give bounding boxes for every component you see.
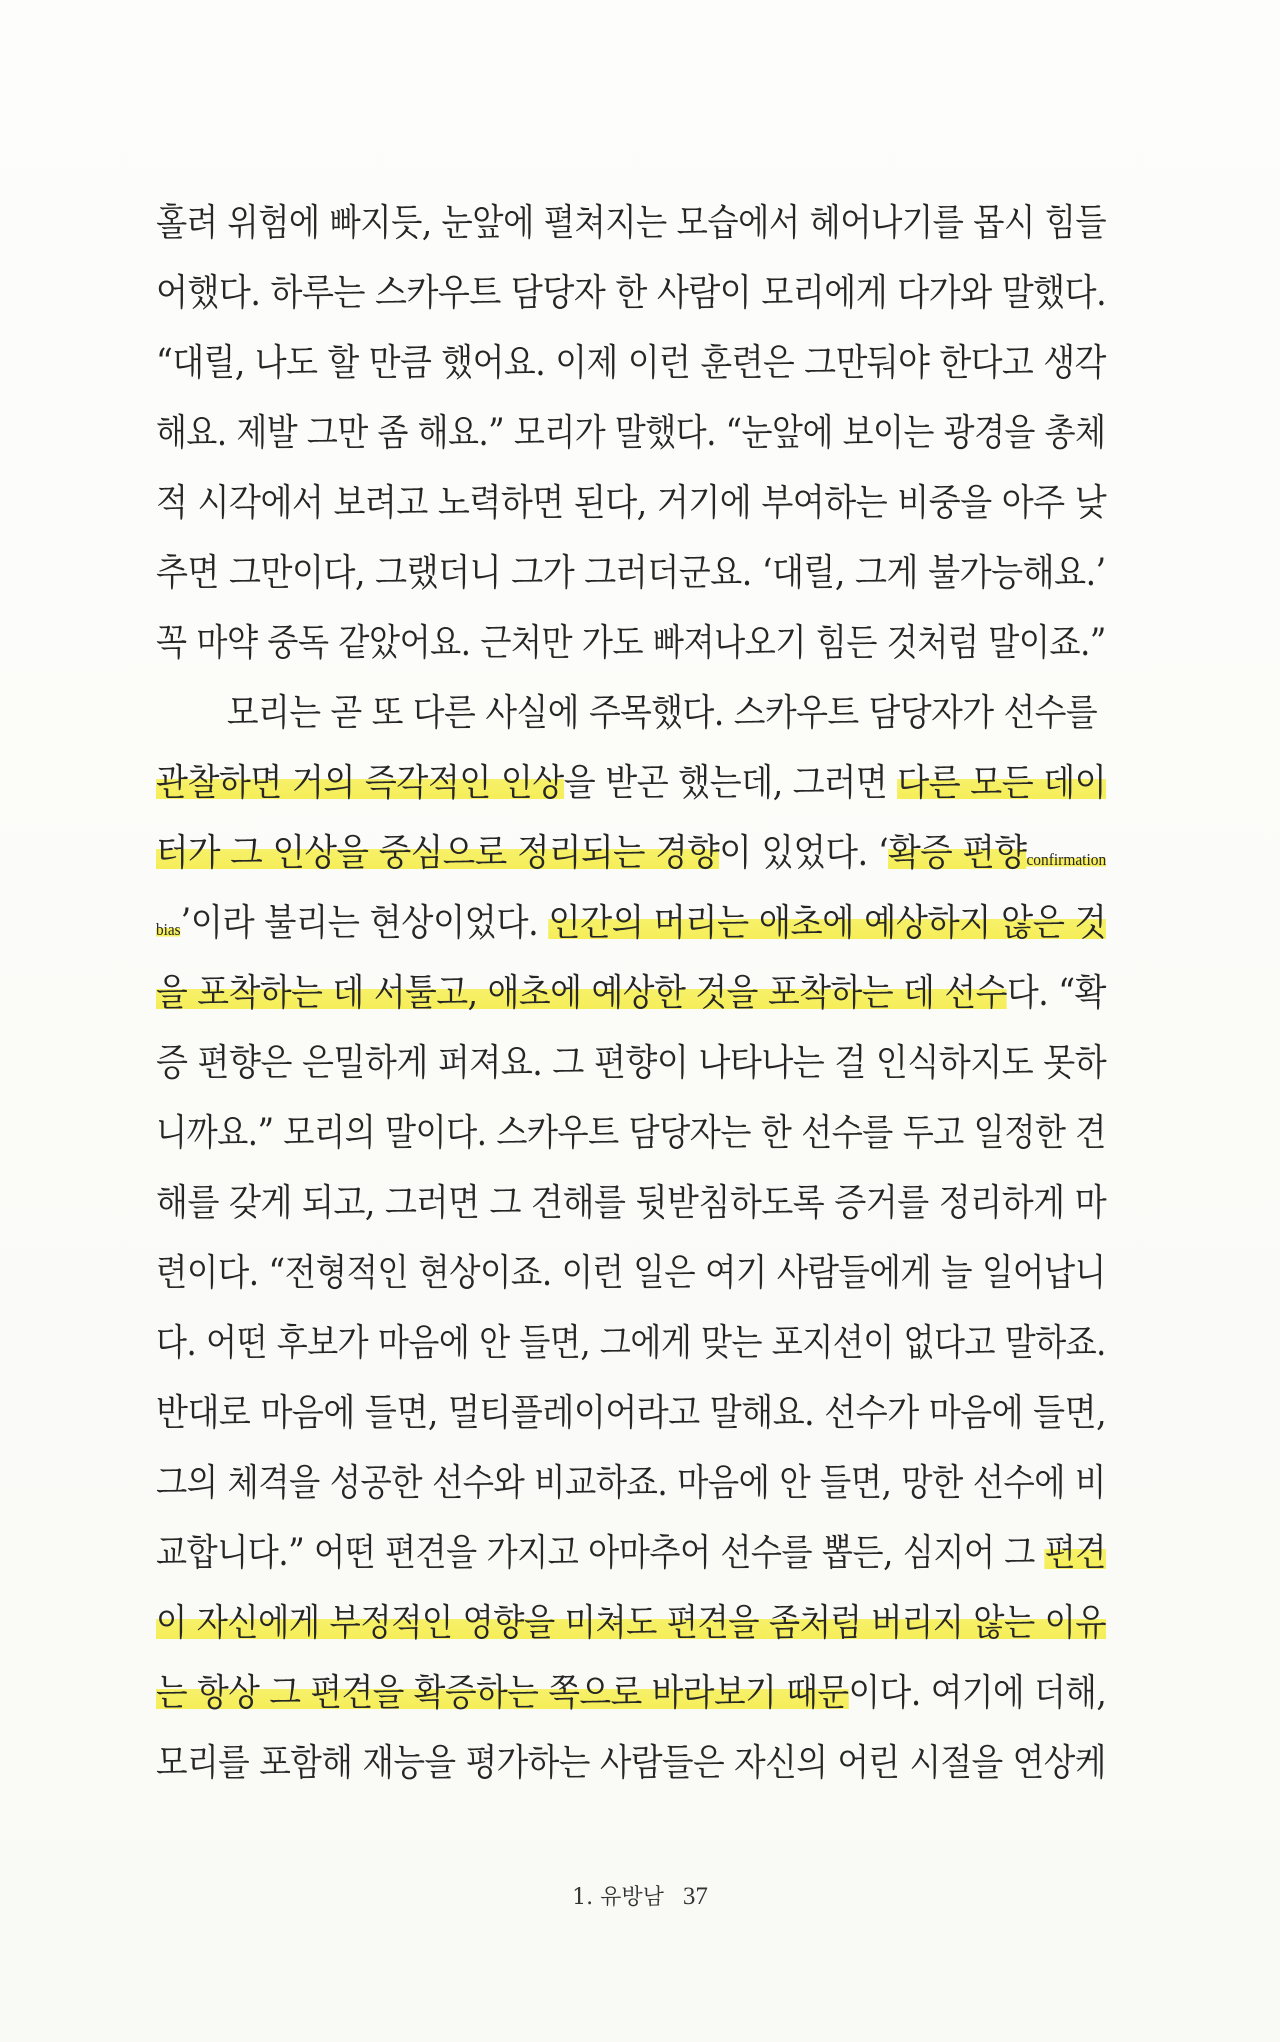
text-line <box>156 398 1106 468</box>
text-line <box>156 678 1098 748</box>
text-line <box>156 328 1106 398</box>
text-segment: 을 받곤 했는데, 그러면 <box>563 761 898 804</box>
text-segment: 련이다. “전형적인 현상이죠. 이런 일은 여기 사람들에게 늘 일어납니 <box>156 1251 1106 1294</box>
text-line <box>156 1238 1106 1308</box>
text-segment: 해요. 제발 그만 좀 해요.” 모리가 말했다. “눈앞에 보이는 광경을 총체 <box>156 411 1106 454</box>
text-segment: 적 시각에서 보려고 노력하면 된다, 거기에 부여하는 비중을 아주 낮 <box>156 481 1107 524</box>
text-segment: 홀려 위험에 빠지듯, 눈앞에 펼쳐지는 모습에서 헤어나기를 몹시 힘들 <box>156 201 1107 244</box>
text-line <box>156 1308 1106 1378</box>
text-line <box>156 1378 1107 1448</box>
text-line <box>156 1588 1107 1658</box>
text-line <box>156 1168 1107 1238</box>
text-segment: ’이라 불리는 현상이었다. <box>180 901 549 944</box>
text-segment: 그의 체격을 성공한 선수와 비교하죠. 마음에 안 들면, 망한 선수에 비 <box>156 1461 1106 1504</box>
text-line <box>156 1658 1107 1728</box>
highlighted-text: confirmation <box>1026 850 1107 869</box>
highlighted-text: 터가 그 인상을 중심으로 정리되는 경향 <box>156 831 720 874</box>
text-line <box>156 1728 1106 1798</box>
text-segment: 어했다. 하루는 스카우트 담당자 한 사람이 모리에게 다가와 말했다. <box>156 271 1107 314</box>
text-segment: 모리는 곧 또 다른 사실에 주목했다. 스카우트 담당자가 선수를 <box>226 691 1098 734</box>
text-segment: 교합니다.” 어떤 편견을 가지고 아마추어 선수를 뽑든, 심지어 그 <box>156 1531 1045 1574</box>
text-line <box>156 538 1106 608</box>
text-segment: 이다. 여기에 더해, <box>848 1671 1107 1714</box>
text-segment: 해를 갖게 되고, 그러면 그 견해를 뒷받침하도록 증거를 정리하게 마 <box>156 1181 1107 1224</box>
text-segment: 다. 어떤 후보가 마음에 안 들면, 그에게 맞는 포지션이 없다고 말하죠. <box>156 1321 1106 1364</box>
text-segment: 니까요.” 모리의 말이다. 스카우트 담당자는 한 선수를 두고 일정한 견 <box>156 1111 1106 1154</box>
highlighted-text: 는 항상 그 편견을 확증하는 쪽으로 바라보기 때문 <box>156 1671 849 1714</box>
highlighted-text: 편견 <box>1044 1531 1106 1574</box>
text-line <box>156 1448 1106 1518</box>
highlighted-text: 확증 편향 <box>888 831 1027 874</box>
text-segment: 다. “확 <box>1006 971 1106 1014</box>
chapter-title: 1. 유방남 <box>572 1885 664 1910</box>
text-segment: 증 편향은 은밀하게 퍼져요. 그 편향이 나타나는 걸 인식하지도 못하 <box>156 1041 1107 1084</box>
text-line <box>156 608 1106 678</box>
text-segment: 모리를 포함해 재능을 평가하는 사람들은 자신의 어린 시절을 연상케 <box>156 1741 1106 1784</box>
highlighted-text: 관찰하면 거의 즉각적인 인상 <box>156 761 564 804</box>
text-line <box>156 888 1107 958</box>
highlighted-text: bias <box>156 920 181 939</box>
body-text <box>156 188 1106 1798</box>
text-line <box>156 818 1107 888</box>
highlighted-text: 인간의 머리는 애초에 예상하지 않은 것 <box>548 901 1107 944</box>
page-number: 37 <box>682 1883 708 1910</box>
text-segment: 이 있었다. ‘ <box>719 831 889 874</box>
text-line <box>156 468 1107 538</box>
text-segment: “대릴, 나도 할 만큼 했어요. 이제 이런 훈련은 그만둬야 한다고 생각 <box>156 341 1106 384</box>
text-segment: 꼭 마약 중독 같았어요. 근처만 가도 빠져나오기 힘든 것처럼 말이죠.” <box>156 621 1106 664</box>
text-line <box>156 748 1107 818</box>
text-line <box>156 188 1107 258</box>
page-footer <box>0 1880 1280 1911</box>
highlighted-text: 을 포착하는 데 서툴고, 애초에 예상한 것을 포착하는 데 선수 <box>156 971 1007 1014</box>
text-line <box>156 958 1106 1028</box>
text-line <box>156 1028 1107 1098</box>
text-segment: 추면 그만이다, 그랬더니 그가 그러더군요. ‘대릴, 그게 불가능해요.’ <box>156 551 1106 594</box>
highlighted-text: 이 자신에게 부정적인 영향을 미쳐도 편견을 좀처럼 버리지 않는 이유 <box>156 1601 1107 1644</box>
text-segment: 반대로 마음에 들면, 멀티플레이어라고 말해요. 선수가 마음에 들면, <box>156 1391 1107 1434</box>
text-line <box>156 1098 1106 1168</box>
text-line <box>156 1518 1106 1588</box>
text-line <box>156 258 1107 328</box>
highlighted-text: 다른 모든 데이 <box>897 761 1107 804</box>
